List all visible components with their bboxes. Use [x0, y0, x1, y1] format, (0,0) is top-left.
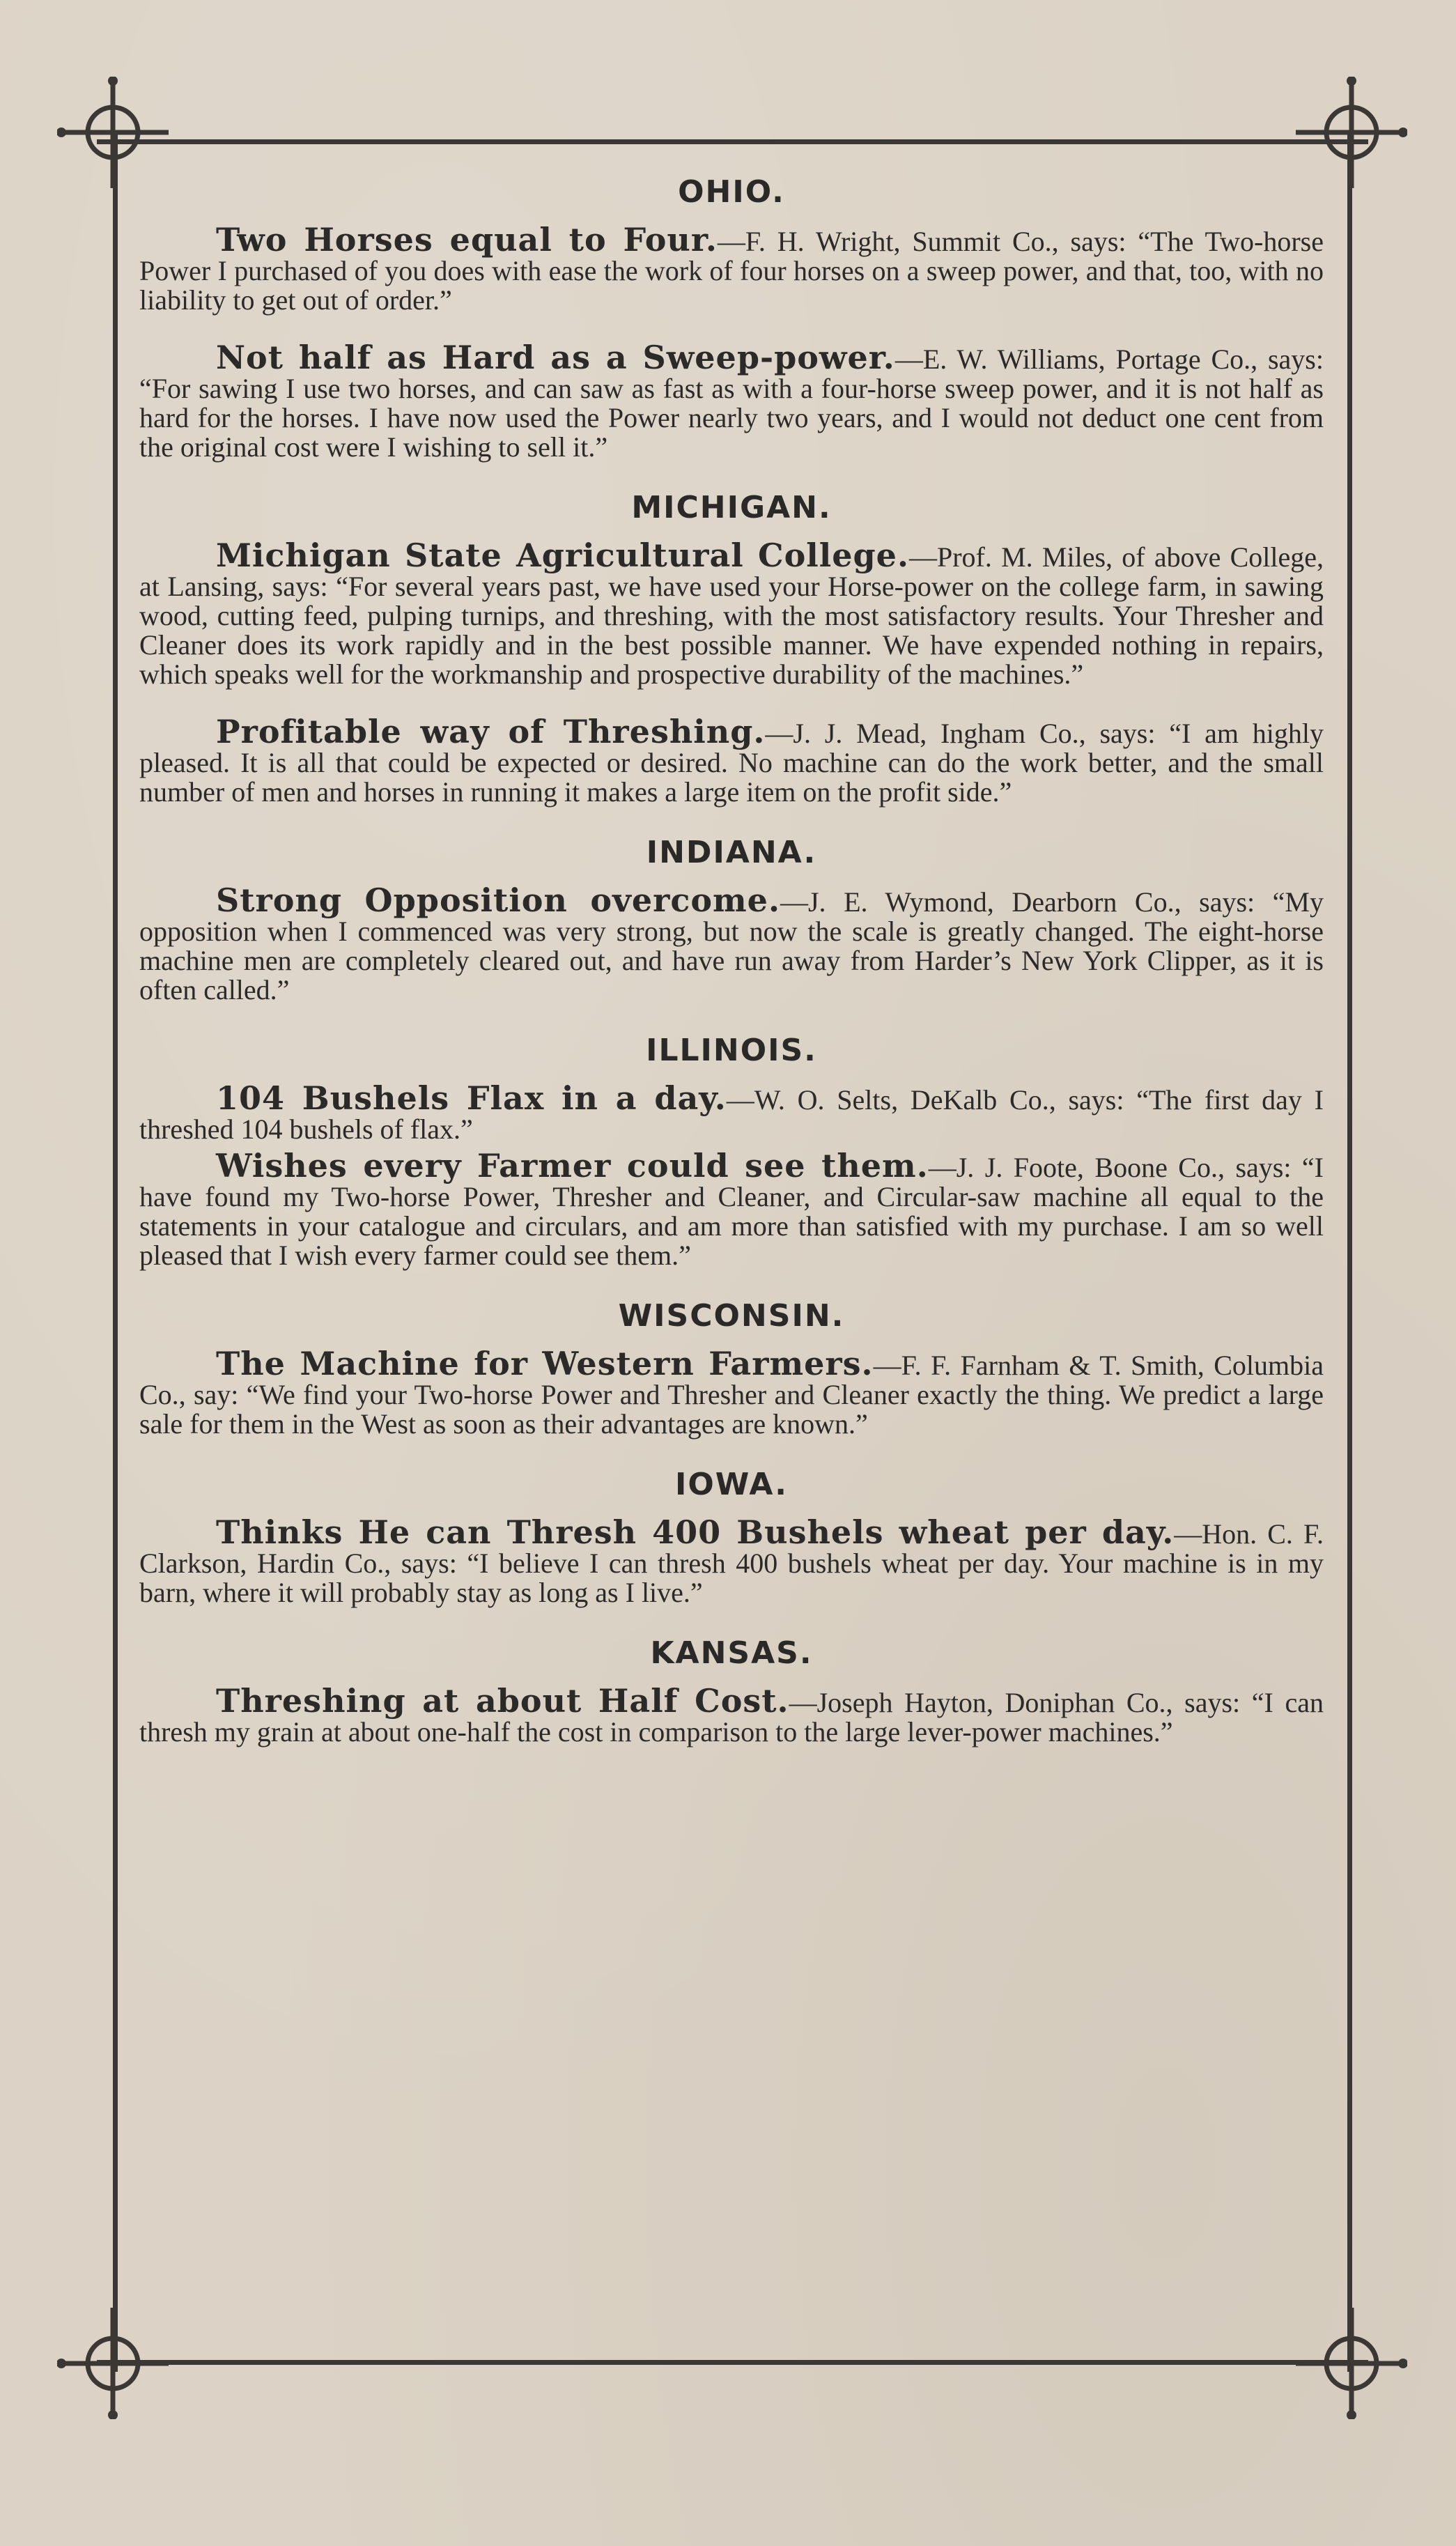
testimonial-entry	[139, 881, 1324, 1005]
testimonial-entry	[139, 1682, 1324, 1748]
testimonial-body: —F. H. Wright, Summit Co., says: “The Two-horse Power I purchased of you does with ease the work of four horses on a sweep power, and that, too, with no liability to get out of order.”	[139, 226, 1324, 316]
testimonial-headline: Threshing at about Half Cost.	[216, 1682, 789, 1720]
testimonial-headline: Two Horses equal to Four.	[216, 221, 718, 259]
testimonial-entry	[139, 339, 1324, 463]
testimonial-headline: 104 Bushels Flax in a day.	[216, 1079, 727, 1117]
testimonial-entry	[139, 1147, 1324, 1271]
state-heading: ILLINOIS.	[646, 1033, 817, 1068]
section-indiana	[139, 835, 1324, 1005]
testimonial-body: —F. F. Farnham & T. Smith, Columbia Co., say: “We find your Two-horse Power and Thresher and Cleaner exactly the thing. We predict a large sale for them in the West as soon as their advantages are known.”	[139, 1350, 1324, 1440]
testimonial-body: —J. E. Wymond, Dearborn Co., says: “My opposition when I commenced was very strong, but now the scale is greatly changed. The eight-horse machine men are completely cleared out, and have run away from Harder’s New York Clipper, as it is often called.”	[139, 886, 1324, 1005]
state-heading: OHIO.	[678, 174, 785, 210]
testimonial-headline: Wishes every Farmer could see them.	[216, 1147, 929, 1185]
corner-ornament-bottom-left	[57, 2308, 169, 2419]
section-kansas	[139, 1635, 1324, 1747]
testimonial-headline: The Machine for Western Farmers.	[216, 1345, 874, 1382]
corner-ornament-top-right	[1296, 77, 1407, 188]
section-wisconsin	[139, 1298, 1324, 1439]
corner-ornament-bottom-right	[1296, 2308, 1407, 2419]
testimonial-body: —Hon. C. F. Clarkson, Hardin Co., says: “I believe I can thresh 400 bushels wheat per day. Your machine is in my barn, where it will probably stay as long as I live.”	[139, 1518, 1324, 1608]
testimonial-entry	[139, 1345, 1324, 1440]
testimonial-headline: Not half as Hard as a Sweep-power.	[216, 339, 895, 376]
state-heading: KANSAS.	[650, 1635, 813, 1671]
section-michigan	[139, 490, 1324, 807]
testimonials-content	[139, 174, 1324, 1775]
testimonial-headline: Michigan State Agricultural College.	[216, 537, 909, 574]
testimonial-body: —Prof. M. Miles, of above College, at Lansing, says: “For several years past, we have used your Horse-power on the college farm, in sawing wood, cutting feed, pulping turnips, and threshing, with the most satisfactory results. Your Thresher and Cleaner does its work rapidly and in the best possible manner. We have expended nothing in repairs, which speaks well for the workmanship and prospective durability of the machines.”	[139, 541, 1324, 690]
testimonial-entry	[139, 221, 1324, 316]
testimonial-entry	[139, 1079, 1324, 1145]
testimonial-headline: Strong Opposition overcome.	[216, 881, 780, 919]
section-illinois	[139, 1033, 1324, 1270]
section-iowa	[139, 1467, 1324, 1607]
corner-ornament-top-left	[57, 77, 169, 188]
state-heading: IOWA.	[675, 1467, 788, 1502]
testimonial-headline: Thinks He can Thresh 400 Bushels wheat per day.	[216, 1513, 1175, 1551]
testimonial-body: —J. J. Mead, Ingham Co., says: “I am highly pleased. It is all that could be expected or desired. No machine can do the work better, and the small number of men and horses in running it makes a large item on the profit side.”	[139, 718, 1324, 808]
testimonial-entry	[139, 537, 1324, 690]
state-heading: WISCONSIN.	[618, 1298, 845, 1334]
state-heading: INDIANA.	[646, 835, 817, 870]
testimonial-body: —J. J. Foote, Boone Co., says: “I have found my Two-horse Power, Thresher and Cleaner, and Circular-saw machine all equal to the statements in your catalogue and circulars, and am more than satisfied with my purchase. I am so well pleased that I wish every farmer could see them.”	[139, 1152, 1324, 1271]
testimonial-headline: Profitable way of Threshing.	[216, 713, 766, 750]
testimonial-entry	[139, 713, 1324, 808]
testimonial-body: —E. W. Williams, Portage Co., says: “For sawing I use two horses, and can saw as fast as with a four-horse sweep power, and it is not half as hard for the horses. I have now used the Power nearly two years, and I would not deduct one cent from the original cost were I wishing to sell it.”	[139, 344, 1324, 463]
section-ohio	[139, 174, 1324, 462]
state-heading: MICHIGAN.	[631, 490, 832, 525]
testimonial-body: —W. O. Selts, DeKalb Co., says: “The first day I threshed 104 bushels of flax.”	[139, 1084, 1324, 1145]
testimonial-body: —Joseph Hayton, Doniphan Co., says: “I can thresh my grain at about one-half the cost in comparison to the large lever-power machines.”	[139, 1687, 1324, 1748]
testimonial-entry	[139, 1513, 1324, 1608]
